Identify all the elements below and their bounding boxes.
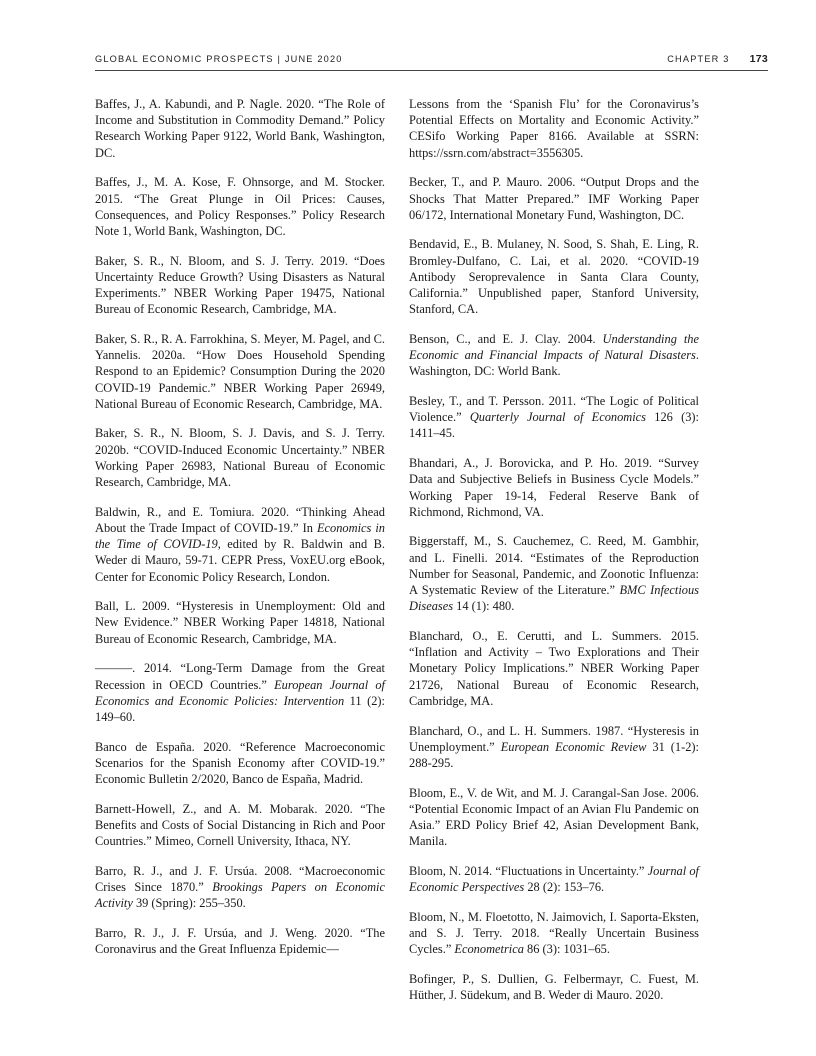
reference-entry: Barnett-Howell, Z., and A. M. Mobarak. 2020. “The Benefits and Costs of Social Distancing in Rich and Poor Countries.” Mimeo, Cornell University, Ithaca, NY. (95, 801, 385, 849)
running-header (95, 52, 768, 71)
reference-entry: Baffes, J., A. Kabundi, and P. Nagle. 2020. “The Role of Income and Substitution in Commodity Demand.” Policy Research Working Paper 9122, World Bank, Washington, DC. (95, 97, 385, 160)
reference-entry: Becker, T., and P. Mauro. 2006. “Output Drops and the Shocks That Matter Prepared.” IMF Working Paper 06/172, International Monetary Fund, Washington, DC. (409, 175, 699, 222)
reference-entry: Biggerstaff, M., S. Cauchemez, C. Reed, M. Gambhir, and L. Finelli. 2014. “Estimates of the Reproduction Number for Seasonal, Pandemic, and Zoonotic Influenza: A Systematic Review of the Literature.” BMC Infectious Diseases 14 (1): 480. (409, 534, 699, 614)
page-number: 173 (749, 53, 768, 65)
reference-entry: Baffes, J., M. A. Kose, F. Ohnsorge, and M. Stocker. 2015. “The Great Plunge in Oil Prices: Causes, Consequences, and Policy Responses.” Policy Research Note 1, World Bank, Washington, DC. (95, 175, 385, 238)
reference-entry: Benson, C., and E. J. Clay. 2004. Understanding the Economic and Financial Impacts of Natural Disasters. Washington, DC: World Bank. (409, 331, 699, 379)
reference-entry: Bofinger, P., S. Dullien, G. Felbermayr, C. Fuest, M. Hüther, J. Südekum, and B. Weder di Mauro. 2020. (409, 971, 699, 1003)
reference-entry: Bendavid, E., B. Mulaney, N. Sood, S. Shah, E. Ling, R. Bromley-Dulfano, C. Lai, et al. 2020. “COVID-19 Antibody Seroprevalence in Santa Clara County, California.” Unpublished paper, Stanford University, Stanford, CA. (409, 237, 699, 317)
left-column (95, 96, 385, 971)
reference-entry: Besley, T., and T. Persson. 2011. “The Logic of Political Violence.” Quarterly Journal of Economics 126 (3): 1411–45. (409, 394, 699, 441)
reference-entry: Blanchard, O., E. Cerutti, and L. Summers. 2015. “Inflation and Activity – Two Explorations and Their Monetary Policy Implications.” NBER Working Paper 21726, National Bureau of Economic Research, Cambridge, MA. (409, 628, 699, 708)
reference-entry: Bloom, N., M. Floetotto, N. Jaimovich, I. Saporta-Eksten, and S. J. Terry. 2018. “Really Uncertain Business Cycles.” Econometrica 86 (3): 1031–65. (409, 909, 699, 957)
reference-entry: Barro, R. J., J. F. Ursúa, and J. Weng. 2020. “The Coronavirus and the Great Influenza Epidemic— (95, 926, 385, 957)
reference-entry: Bhandari, A., J. Borovicka, and P. Ho. 2019. “Survey Data and Subjective Beliefs in Business Cycle Models.” Working Paper 19-14, Federal Reserve Bank of Richmond, Richmond, VA. (409, 456, 699, 519)
reference-entry: Barro, R. J., and J. F. Ursúa. 2008. “Macroeconomic Crises Since 1870.” Brookings Papers on Economic Activity 39 (Spring): 255–350. (95, 863, 385, 911)
reference-entry: Bloom, E., V. de Wit, and M. J. Carangal-San Jose. 2006. “Potential Economic Impact of an Avian Flu Pandemic on Asia.” ERD Policy Brief 42, Asian Development Bank, Manila. (409, 785, 699, 849)
header-right (667, 53, 768, 65)
reference-entry: Blanchard, O., and L. H. Summers. 1987. “Hysteresis in Unemployment.” European Economic Review 31 (1-2): 288-295. (409, 723, 699, 770)
reference-entry: Baker, S. R., N. Bloom, S. J. Davis, and S. J. Terry. 2020b. “COVID-Induced Economic Uncertainty.” NBER Working Paper 26983, National Bureau of Economic Research, Cambridge, MA. (95, 426, 385, 490)
reference-entry: Baldwin, R., and E. Tomiura. 2020. “Thinking Ahead About the Trade Impact of COVID-19.” In Economics in the Time of COVID-19, edited by R. Baldwin and B. Weder di Mauro, 59-71. CEPR Press, VoxEU.org eBook, Center for Economic Policy Research, London. (95, 504, 386, 584)
reference-entry: ———. 2014. “Long-Term Damage from the Great Recession in OECD Countries.” European Journal of Economics and Economic Policies: Intervention 11 (2): 149–60. (95, 661, 385, 724)
reference-entry: Banco de España. 2020. “Reference Macroeconomic Scenarios for the Spanish Economy after COVID-19.” Economic Bulletin 2/2020, Banco de España, Madrid. (95, 739, 385, 787)
reference-entry: Baker, S. R., R. A. Farrokhina, S. Meyer, M. Pagel, and C. Yannelis. 2020a. “How Does Household Spending Respond to an Epidemic? Consumption During the 2020 COVID-19 Pandemic.” NBER Working Paper 26949, National Bureau of Economic Research, Cambridge, MA. (95, 331, 385, 411)
reference-entry: Ball, L. 2009. “Hysteresis in Unemployment: Old and New Evidence.” NBER Working Paper 14818, National Bureau of Economic Research, Cambridge, MA. (95, 599, 385, 646)
reference-entry: Lessons from the ‘Spanish Flu’ for the Coronavirus’s Potential Effects on Mortality and Economic Activity.” CESifo Working Paper 8166. Available at SSRN: https://ssrn.com/abstract=3556305. (409, 97, 699, 160)
publication-title: GLOBAL ECONOMIC PROSPECTS | JUNE 2020 (95, 54, 343, 64)
right-column (409, 96, 699, 1017)
reference-entry: Baker, S. R., N. Bloom, and S. J. Terry. 2019. “Does Uncertainty Reduce Growth? Using Disasters as Natural Experiments.” NBER Working Paper 19475, National Bureau of Economic Research, Cambridge, MA. (95, 253, 385, 317)
reference-entry: Bloom, N. 2014. “Fluctuations in Uncertainty.” Journal of Economic Perspectives 28 (2): 153–76. (409, 863, 700, 895)
chapter-label: CHAPTER 3 (667, 54, 730, 64)
